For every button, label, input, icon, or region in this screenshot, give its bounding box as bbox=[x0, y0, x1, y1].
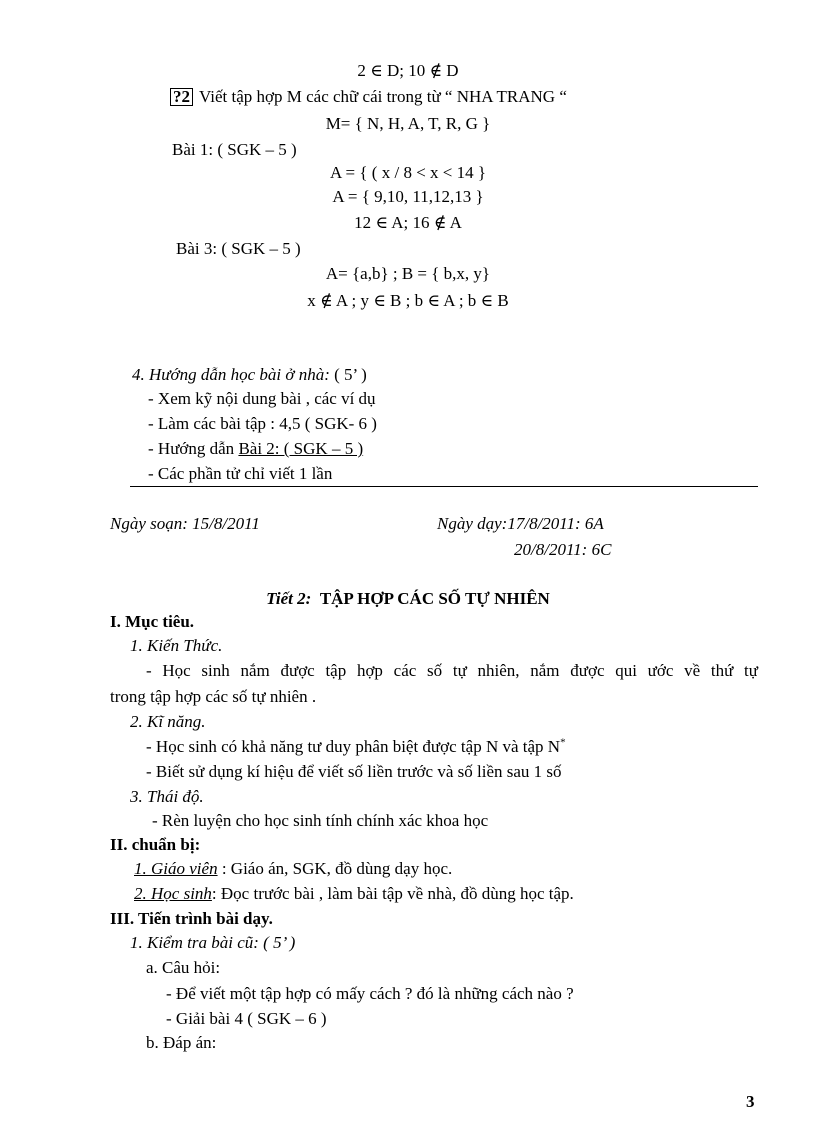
set-a-list: A = { 9,10, 11,12,13 } bbox=[332, 187, 484, 206]
membership-d: 2 ∈ D; 10 ∉ D bbox=[357, 61, 459, 80]
question-item-2: - Giải bài 4 ( SGK – 6 ) bbox=[166, 1009, 327, 1028]
exercise-3-heading: Bài 3: ( SGK – 5 ) bbox=[176, 239, 301, 258]
teach-date-1: Ngày dạy:17/8/2011: 6A bbox=[437, 514, 604, 533]
page-number: 3 bbox=[746, 1092, 755, 1111]
section-1-2-heading: 2. Kĩ năng. bbox=[130, 712, 206, 731]
lesson-title-prefix: Tiết 2: bbox=[266, 589, 312, 608]
section-divider bbox=[130, 486, 758, 487]
section-1-heading: I. Mục tiêu. bbox=[110, 612, 195, 631]
set-a-definition: A = { ( x / 8 < x < 14 } bbox=[329, 163, 487, 182]
homework-item-3 bbox=[148, 438, 363, 460]
section-2-heading: II. chuẩn bị: bbox=[110, 835, 201, 854]
homework-item-2: - Làm các bài tập : 4,5 ( SGK- 6 ) bbox=[148, 414, 377, 433]
question-2-text: Viết tập hợp M các chữ cái trong từ “ NHA TRANG “ bbox=[199, 87, 567, 106]
teacher-text: : Giáo án, SGK, đồ dùng dạy học. bbox=[217, 859, 453, 878]
homework-title bbox=[132, 364, 367, 386]
lesson-title bbox=[0, 588, 816, 610]
section-1-3-heading: 3. Thái độ. bbox=[130, 787, 204, 806]
homework-item-3-ref: Bài 2: ( SGK – 5 ) bbox=[238, 439, 364, 458]
questions-heading: a. Câu hỏi: bbox=[146, 958, 221, 977]
homework-item-1: - Xem kỹ nội dung bài , các ví dụ bbox=[148, 389, 376, 408]
homework-title-text: 4. Hướng dẫn học bài ở nhà: bbox=[132, 365, 330, 384]
section-1-2-line-1-text: - Học sinh có khả năng tư duy phân biệt được tập N và tập N bbox=[146, 737, 561, 756]
answers-heading: b. Đáp án: bbox=[146, 1033, 217, 1052]
homework-item-4: - Các phần tử chỉ viết 1 lần bbox=[148, 464, 333, 483]
set-m: M= { N, H, A, T, R, G } bbox=[325, 114, 491, 133]
question-item-1: - Để viết một tập hợp có mấy cách ? đó là những cách nào ? bbox=[166, 984, 574, 1003]
sets-a-b: A= {a,b} ; B = { b,x, y} bbox=[325, 264, 491, 283]
section-3-1-heading: 1. Kiểm tra bài cũ: ( 5’ ) bbox=[130, 933, 296, 952]
section-3-heading: III. Tiến trình bài dạy. bbox=[110, 909, 273, 928]
teacher-label: 1. Giáo viên bbox=[134, 859, 218, 878]
set-a-membership: 12 ∈ A; 16 ∉ A bbox=[354, 213, 462, 232]
section-1-3-line-1: - Rèn luyện cho học sinh tính chính xác khoa học bbox=[152, 811, 489, 830]
sets-a-b-membership: x ∉ A ; y ∈ B ; b ∈ A ; b ∈ B bbox=[307, 291, 509, 310]
question-2-box: ?2 bbox=[170, 88, 193, 106]
section-2-student bbox=[134, 883, 574, 905]
prep-date: Ngày soạn: 15/8/2011 bbox=[110, 514, 260, 533]
section-1-1-heading: 1. Kiến Thức. bbox=[130, 636, 223, 655]
question-2 bbox=[170, 86, 567, 108]
homework-item-3-prefix: - Hướng dẫn bbox=[148, 439, 239, 458]
lesson-title-text: TẬP HỢP CÁC SỐ TỰ NHIÊN bbox=[319, 589, 550, 608]
section-1-1-line-1: - Học sinh nắm được tập hợp các số tự nhiên, nắm được qui ước về thứ tự bbox=[146, 661, 758, 680]
homework-title-time: ( 5’ ) bbox=[329, 365, 367, 384]
exercise-1-heading: Bài 1: ( SGK – 5 ) bbox=[172, 140, 297, 159]
n-star-superscript: * bbox=[560, 736, 566, 749]
section-2-teacher bbox=[134, 858, 452, 880]
teach-date-2: 20/8/2011: 6C bbox=[514, 540, 612, 559]
student-text: : Đọc trước bài , làm bài tập về nhà, đồ dùng học tập. bbox=[211, 884, 574, 903]
section-1-2-line-2: - Biết sử dụng kí hiệu để viết số liền trước và số liền sau 1 số bbox=[146, 762, 562, 781]
section-1-2-line-1 bbox=[146, 736, 566, 758]
section-1-1-line-2: trong tập hợp các số tự nhiên . bbox=[110, 687, 317, 706]
student-label: 2. Học sinh bbox=[134, 884, 212, 903]
